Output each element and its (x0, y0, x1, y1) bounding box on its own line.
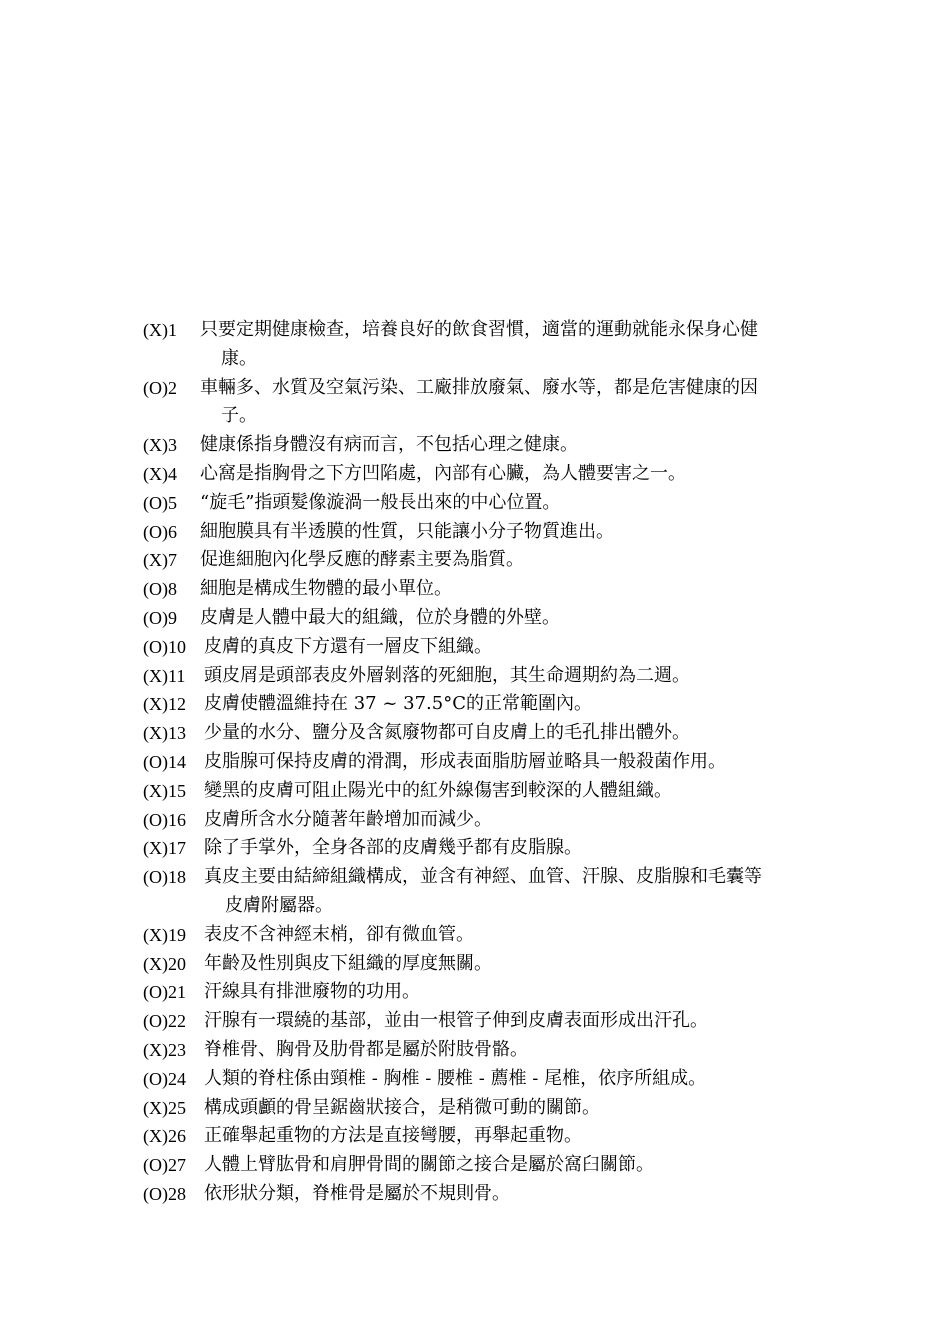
question-answer-number: (O)24 (143, 1068, 186, 1089)
question-text (204, 806, 803, 835)
question-answer-number: (O)18 (143, 867, 186, 888)
question-answer-number: (X)11 (143, 665, 186, 686)
question-text-line: 汗腺有一環繞的基部，並由一根管子伸到皮膚表面形成出汗孔。 (204, 1010, 708, 1032)
question-item (143, 921, 803, 950)
question-item (143, 719, 803, 748)
question-answer-number: (O)9 (143, 607, 177, 628)
question-answer-number: (O)14 (143, 751, 186, 772)
question-answer-number: (O)8 (143, 579, 177, 600)
question-answer-number: (X)26 (143, 1126, 186, 1147)
question-item (143, 431, 803, 460)
question-answer-number: (O)22 (143, 1011, 186, 1032)
question-item (143, 316, 803, 374)
question-item (143, 662, 803, 691)
question-item (143, 633, 803, 662)
question-answer-number: (X)20 (143, 953, 186, 974)
question-text-line: 年齡及性別與皮下組織的厚度無關。 (204, 952, 492, 974)
question-text-line: 頭皮屑是頭部表皮外層剝落的死細胞，其生命週期約為二週。 (204, 664, 690, 686)
question-text-line: 汗線具有排泄廢物的功用。 (204, 981, 420, 1003)
question-answer-number: (O)28 (143, 1183, 186, 1204)
question-answer-number: (X)7 (143, 550, 177, 571)
question-answer-number: (X)19 (143, 924, 186, 945)
question-answer-number: (X)4 (143, 463, 177, 484)
question-item (143, 950, 803, 979)
question-text-line: 少量的水分、鹽分及含氮廢物都可自皮膚上的毛孔排出體外。 (204, 722, 690, 744)
question-item (143, 460, 803, 489)
question-text-line: 皮膚使體溫維持在 37 ~ 37.5°C的正常範圍內。 (204, 693, 593, 715)
question-item (143, 518, 803, 547)
question-text (204, 633, 803, 662)
question-item (143, 777, 803, 806)
question-item (143, 690, 803, 719)
question-text-line: 人體上臂肱骨和肩胛骨間的關節之接合是屬於窩臼關節。 (204, 1154, 654, 1176)
question-text-line: 人類的脊柱係由頸椎 - 胸椎 - 腰椎 - 薦椎 - 尾椎，依序所組成。 (204, 1067, 707, 1089)
question-text (204, 1036, 803, 1065)
question-answer-number: (X)13 (143, 723, 186, 744)
question-text (200, 546, 803, 575)
question-item (143, 1065, 803, 1094)
question-text (200, 374, 803, 432)
question-text-line: 只要定期健康檢查，培養良好的飲食習慣，適當的運動就能永保身心健 (200, 319, 758, 340)
question-item (143, 1180, 803, 1209)
question-answer-number: (X)25 (143, 1097, 186, 1118)
question-text (204, 978, 803, 1007)
question-answer-number: (X)12 (143, 694, 186, 715)
question-item (143, 978, 803, 1007)
question-text-continuation: 康。 (221, 347, 257, 369)
question-text-line: 皮膚是人體中最大的組織，位於身體的外壁。 (200, 606, 560, 628)
question-text-line: 促進細胞內化學反應的酵素主要為脂質。 (200, 549, 524, 571)
question-text (200, 431, 803, 460)
question-list (143, 316, 803, 1209)
question-text-line: 真皮主要由結締組織構成，並含有神經、血管、汗腺、皮脂腺和毛囊等 (204, 866, 762, 888)
question-item (143, 1094, 803, 1123)
question-item (143, 1151, 803, 1180)
question-answer-number: (O)5 (143, 492, 177, 513)
question-text-line: “旋毛”指頭髮像漩渦一般長出來的中心位置。 (200, 491, 561, 513)
question-item (143, 1007, 803, 1036)
question-item (143, 604, 803, 633)
question-text (204, 662, 803, 691)
question-text (204, 719, 803, 748)
question-text-line: 構成頭顱的骨呈鋸齒狀接合，是稍微可動的關節。 (204, 1096, 600, 1118)
question-text-line: 細胞膜具有半透膜的性質，只能讓小分子物質進出。 (200, 520, 614, 542)
question-text (204, 1094, 803, 1123)
question-item (143, 1122, 803, 1151)
question-text-line: 健康係指身體沒有病而言，不包括心理之健康。 (200, 434, 578, 456)
question-answer-number: (O)6 (143, 521, 177, 542)
question-text-line: 皮膚的真皮下方還有一層皮下組織。 (204, 635, 492, 657)
question-text-line: 除了手掌外，全身各部的皮膚幾乎都有皮脂腺。 (204, 837, 582, 859)
question-answer-number: (X)17 (143, 838, 186, 859)
question-item (143, 863, 803, 921)
question-text-line: 皮脂腺可保持皮膚的滑潤，形成表面脂肪層並略具一般殺菌作用。 (204, 750, 726, 772)
question-item (143, 575, 803, 604)
question-text (200, 518, 803, 547)
question-answer-number: (X)3 (143, 435, 177, 456)
question-text-line: 皮膚所含水分隨著年齡增加而減少。 (204, 808, 492, 830)
question-text (200, 460, 803, 489)
question-text-line: 變黑的皮膚可阻止陽光中的紅外線傷害到較深的人體組織。 (204, 779, 672, 801)
question-answer-number: (X)23 (143, 1039, 186, 1060)
question-item (143, 374, 803, 432)
question-text (200, 575, 803, 604)
question-answer-number: (O)16 (143, 809, 186, 830)
question-answer-number: (X)1 (143, 320, 177, 340)
question-text (200, 489, 803, 518)
question-text-line: 正確舉起重物的方法是直接彎腰，再舉起重物。 (204, 1125, 582, 1147)
question-text-continuation: 子。 (221, 405, 257, 427)
question-text-line: 表皮不含神經末梢，卻有微血管。 (204, 923, 474, 945)
question-item (143, 806, 803, 835)
question-text-line: 心窩是指胸骨之下方凹陷處，內部有心臟，為人體要害之一。 (200, 462, 686, 484)
question-text (204, 1122, 803, 1151)
question-text (204, 748, 803, 777)
question-text (204, 1151, 803, 1180)
question-text-line: 脊椎骨、胸骨及肋骨都是屬於附肢骨骼。 (204, 1038, 528, 1060)
question-text-line: 細胞是構成生物體的最小單位。 (200, 578, 452, 600)
question-text (204, 1180, 803, 1209)
question-item (143, 834, 803, 863)
question-answer-number: (X)15 (143, 780, 186, 801)
question-answer-number: (O)27 (143, 1155, 186, 1176)
question-text-continuation: 皮膚附屬器。 (225, 894, 333, 916)
question-text (204, 1007, 803, 1036)
question-answer-number: (O)21 (143, 982, 186, 1003)
question-text (200, 316, 803, 374)
question-text-line: 車輛多、水質及空氣污染、工廠排放廢氣、廢水等，都是危害健康的因 (200, 376, 758, 398)
question-answer-number: (O)10 (143, 636, 186, 657)
question-text (204, 950, 803, 979)
question-item (143, 1036, 803, 1065)
question-text (204, 863, 803, 921)
question-text (204, 777, 803, 806)
question-item (143, 546, 803, 575)
question-item (143, 748, 803, 777)
question-text (204, 1065, 803, 1094)
question-text-line: 依形狀分類，脊椎骨是屬於不規則骨。 (204, 1182, 510, 1204)
question-item (143, 489, 803, 518)
question-text (200, 604, 803, 633)
question-text (204, 690, 803, 719)
question-answer-number: (O)2 (143, 377, 177, 398)
question-text (204, 921, 803, 950)
question-text (204, 834, 803, 863)
